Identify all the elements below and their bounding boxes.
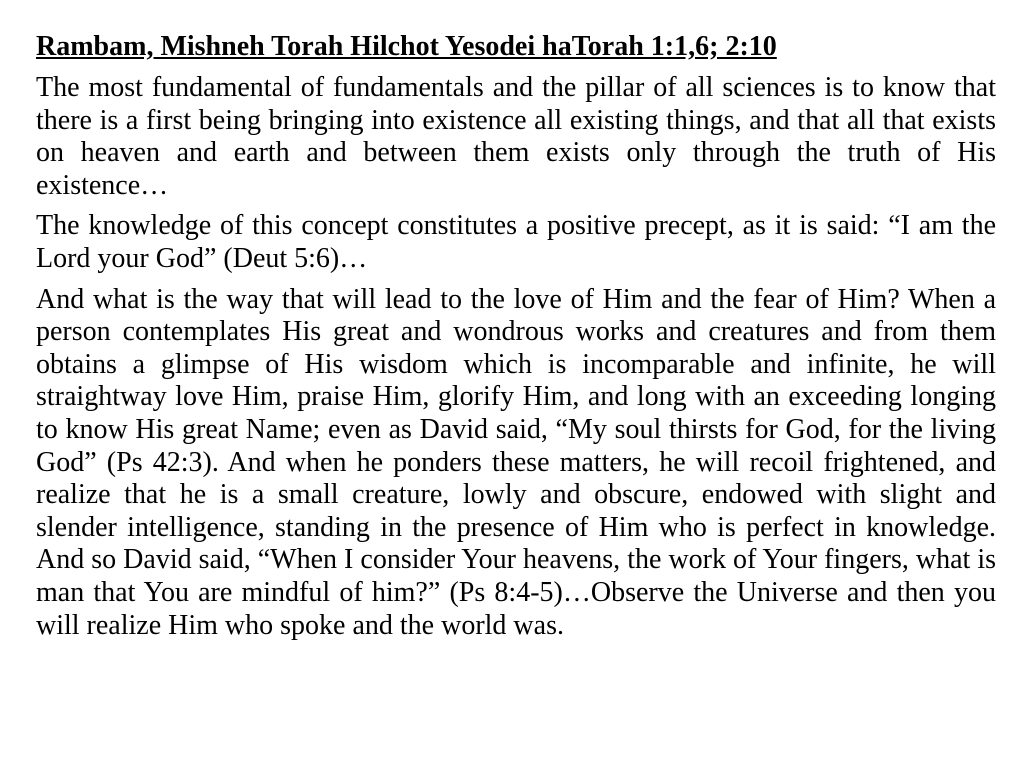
document-slide [36,30,996,650]
paragraph-positive-precept: The knowledge of this concept constitutes a positive precept, as it is said: “I am the Lord your God” (Deut 5:6)… [36,210,996,274]
paragraph-fundamental: The most fundamental of fundamentals and the pillar of all sciences is to know that there is a first being bringing into existence all existing things, and that all that exists on heaven and earth and between them exists only through the truth of His existence… [36,72,996,201]
document-title: Rambam, Mishneh Torah Hilchot Yesodei haTorah 1:1,6; 2:10 [36,31,777,62]
paragraph-love-and-fear: And what is the way that will lead to the love of Him and the fear of Him? When a person contemplates His great and wondrous works and creatures and from them obtains a glimpse of His wisdom which is incomparable and infinite, he will straightway love Him, praise Him, glorify Him, and long with an exceeding longing to know His great Name; even as David said, “My soul thirsts for God, for the living God” (Ps 42:3). And when he ponders these matters, he will recoil frightened, and realize that he is a small creature, lowly and obscure, endowed with slight and slender intelligence, standing in the presence of Him who is perfect in knowledge. And so David said, “When I consider Your heavens, the work of Your fingers, what is man that You are mindful of him?” (Ps 8:4-5)…Observe the Universe and then you will realize Him who spoke and the world was. [36,283,996,641]
